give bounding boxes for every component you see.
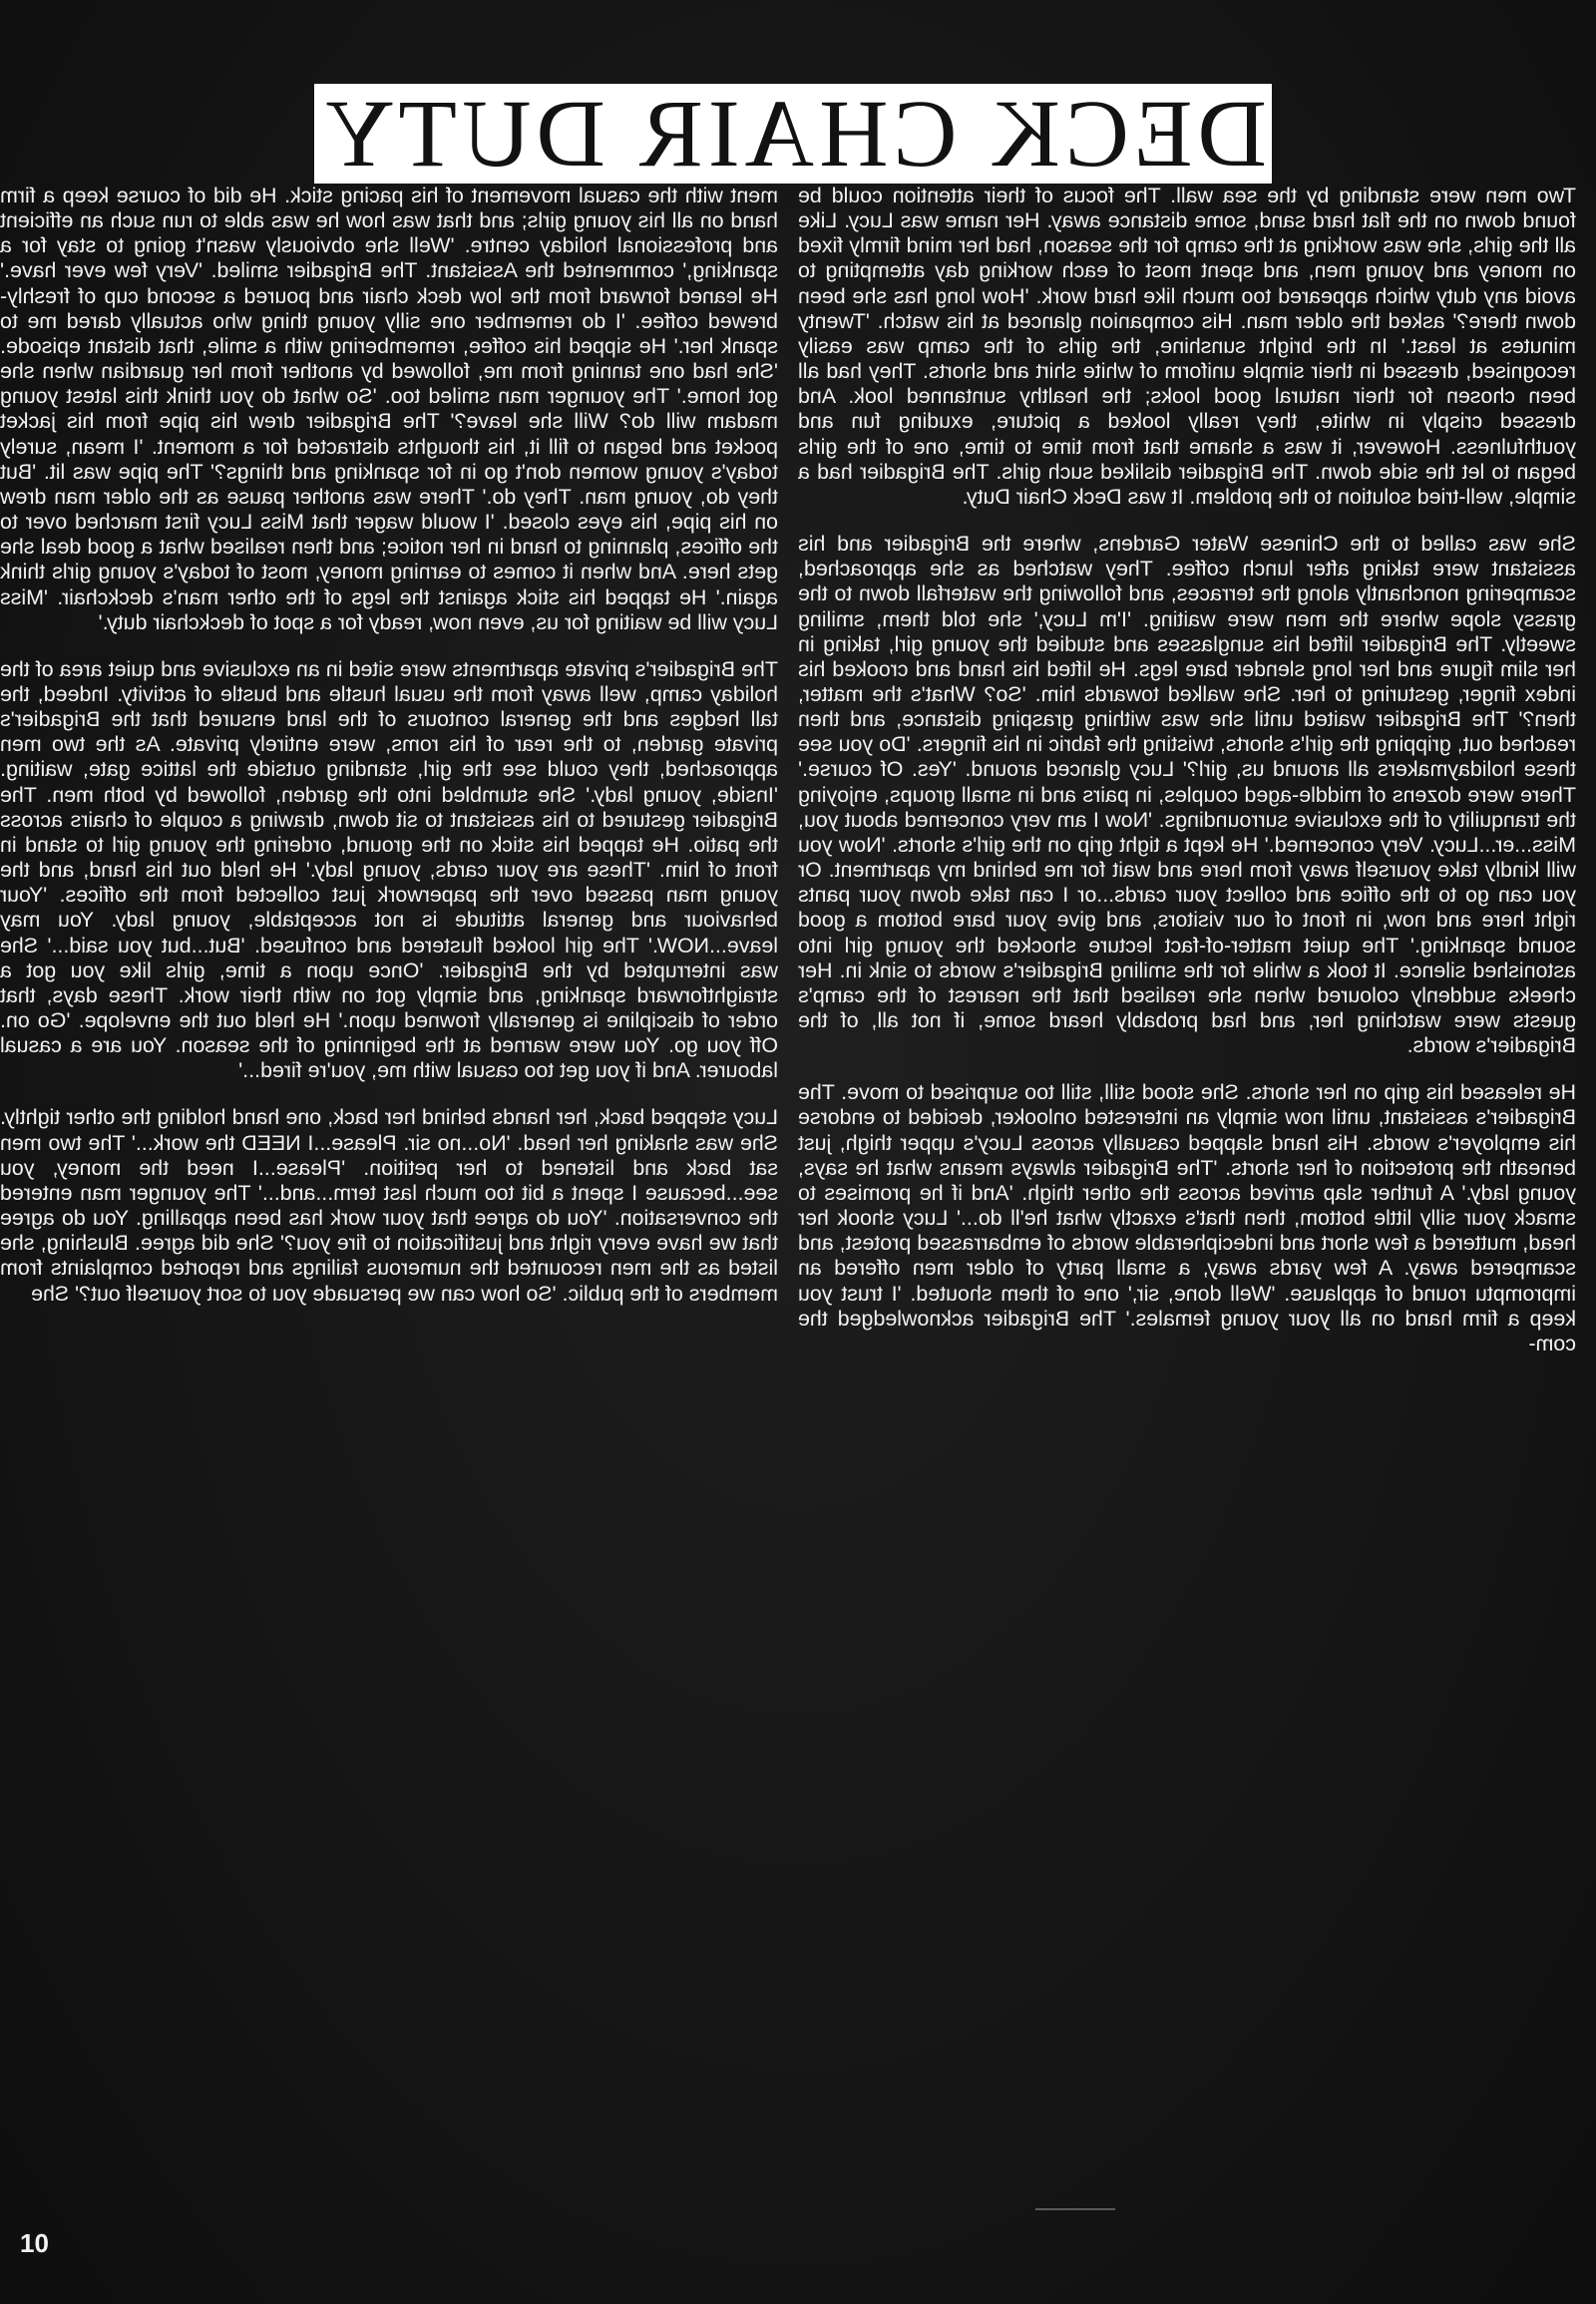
title-banner: [314, 80, 1272, 187]
paragraph: Two men were standing by the sea wall. The focus of their attention could be found down on the flat hard sand, some distance away. Her name was Lucy. Like all the girls, she was working at the camp for the season, had her mind firmly fixed on money and young men, and spent most of each working day attempting to avoid any duty which appeared too much like hard work. 'How long has she been down there?' asked the older man. His companion glanced at his watch. 'Twenty minutes at least.' In the bright sunshine, the girls of the camp was easily recognised, dressed in their simple uniform of white shirt and shorts. They had all been chosen for their natural good looks; the healthy suntanned look. And dressed crisply in white, they really looked a picture, exuding fun and youthfulness. However, it was a shame that from time to time, one of the girls began to let the side down. The Brigadier disliked such girls. The Brigadier had a simple, well-tried solution to the problem. It was Deck Chair Duty.: [798, 184, 1576, 509]
story-column-second: [0, 184, 778, 1329]
page-number: 10: [20, 2228, 49, 2258]
page-crease: [1035, 2208, 1115, 2210]
paragraph: Lucy stepped back, her hands behind her back, one hand holding the other tightly. She was shaking her head. 'No...no sir. Please...I NEED the work...' The two men sat back and listened to her petition. 'Please...I need the money, you see...because I spent a bit too much last term...and...' The younger man entered the conversation. 'You do agree that your work has been appalling. You do agree that we have every right and justification to fire you?' She did agree. Blushing, she listed as the men recounted the numerous failings and reported complaints from members of the public. 'So how can we persuade you to sort yourself out?' She: [0, 1105, 778, 1306]
paragraph: ment with the casual movement of his pacing stick. He did of course keep a firm hand on all his young girls; and that was how he was able to run such an efficient and professional holiday centre. 'Well she obviously wasn't going to stay for a spanking,' commented the Assistant. The Brigadier smiled. 'Very few ever have.' He leaned forward from the low deck chair and poured a second cup of freshly-brewed coffee. 'I do remember one silly young thing who actually dared me to spank her.' He sipped his coffee, remembering with a smile, that distant episode. 'She had one tanning from me, followed by another from her guardian when she got home.' The younger man smiled too. 'So what do you think this latest young madam will do? Will she leave?' The Brigadier drew his pipe from his jacket pocket and began to fill it, his thoughts distracted for a moment. 'I mean, surely today's young women don't go in for spanking and things?' The pipe was lit. 'But they do, young man. They do.' There was another pause as the older man drew on his pipe, his eyes closed. 'I would wager that Miss Lucy first marched over to the offices, planning to hand in her notice; and then realised what a good deal she gets here. And when it comes to earning money, most of today's young girls think again.' He tapped his stick against the legs of the other man's deckchair. 'Miss Lucy will be waiting for us, even now, ready for a spot of deckchair duty.': [0, 184, 778, 634]
paragraph: The Brigadier's private apartments were sited in an exclusive and quiet area of the holiday camp, well away from the usual hustle and bustle of activity. Indeed, the tall hedges and the general contours of the land ensured that the Brigadier's private garden, to the rear of his roms, were entirely private. As the two men approached, they could see the girl, standing outside the lattice gate, waiting. 'Inside, young lady.' She stumbled into the garden, followed by both men. The Brigadier gestured to his assistant to sit down, drawing a couple of chairs across the patio. He tapped his stick on the ground, ordering the young girl to stand in front of him. 'These are your cards, young lady.' He held out his hand, and the young man passed over the paperwork just collected from the offices. 'Your behaviour and general attitude is not acceptable, young lady. You may leave...NOW.' The girl looked flustered and confused. 'But...but you said...' She was interrupted by the Brigadier. 'Once upon a time, girls like you got a straightforward spanking, and simply got on with their work. These days, that order of discipline is generally frowned upon.' He held out the envelope. 'Go on. Off you go. You were warned at the beginning of the season. You are a casual labourer. And if you get too casual with me, you're fired...': [0, 656, 778, 1083]
paragraph: He released his grip on her shorts. She stood still, still too surprised to move. The Brigadier's assistant, until now simply an interested onlooker, decided to endorse his employer's words. His hand slapped casually across Lucy's upper thigh, just beneath the protection of her shorts. 'The Brigadier always means what he says, young lady.' A further slap arrived across the other thigh. 'And if he promises to smack your silly little bottom, then that's exactly what he'll do...' Lucy shook her head, muttered a few short and indecipherable words of embarrassed protest, and scampered away. A few yards away, a small party of older men offered an impromptu round of applause. 'Well done, sir,' one of them shouted. 'I trust you keep a firm hand on all your young females.' The Brigadier acknowledged the com-: [798, 1080, 1576, 1355]
page-title: DECK CHAIR DUTY: [319, 80, 1267, 187]
paragraph: She was called to the Chinese Water Gardens, where the Brigadier and his assistant were taking after lunch coffee. They watched as she approached, scampering nonchantly along the terraces, and following the waterfall down to the grassy slope where the men were waiting. 'I'm Lucy,' she told them, smiling sweetly. The Brigadier lifted his sunglasses and studied the young girl, taking in her slim figure and her long slender bare legs. He lifted his hand and crooked his index finger, gesturing to her. She walked towards him. 'So? What's the matter, then?' The Brigadier waited until she was withing grasping distance, and then reached out, gripping the girl's shorts, twisting the fabric in his fingers. 'Do you see these holidaymakers all around us, girl?' Lucy glanced around. 'Yes. Of course.' There were dozens of middle-aged couples, in pairs and in small groups, enjoying the tranquility of the exclusive surroundings. 'Now I am very concerned about you, Miss...er...Lucy. Very concerned.' He kept a tight grip on the girl's shorts. 'Now you will kindly take yourself away from here and wait for me behind my apartment. Or you can go to the office and collect your cards...or I can take down your pants right here and now, in front of our visitors, and give your bare bottom a good sound spanking.' The quiet matter-of-fact lecture shocked the young girl into astonished silence. It took a while for the smiling Brigadier's words to sink in. Her cheeks suddenly coloured when she realised that the nearest of the camp's guests were watching her, and had probably heard some, if not all, of the Brigadier's words.: [798, 532, 1576, 1058]
story-column-first: [798, 184, 1576, 1378]
